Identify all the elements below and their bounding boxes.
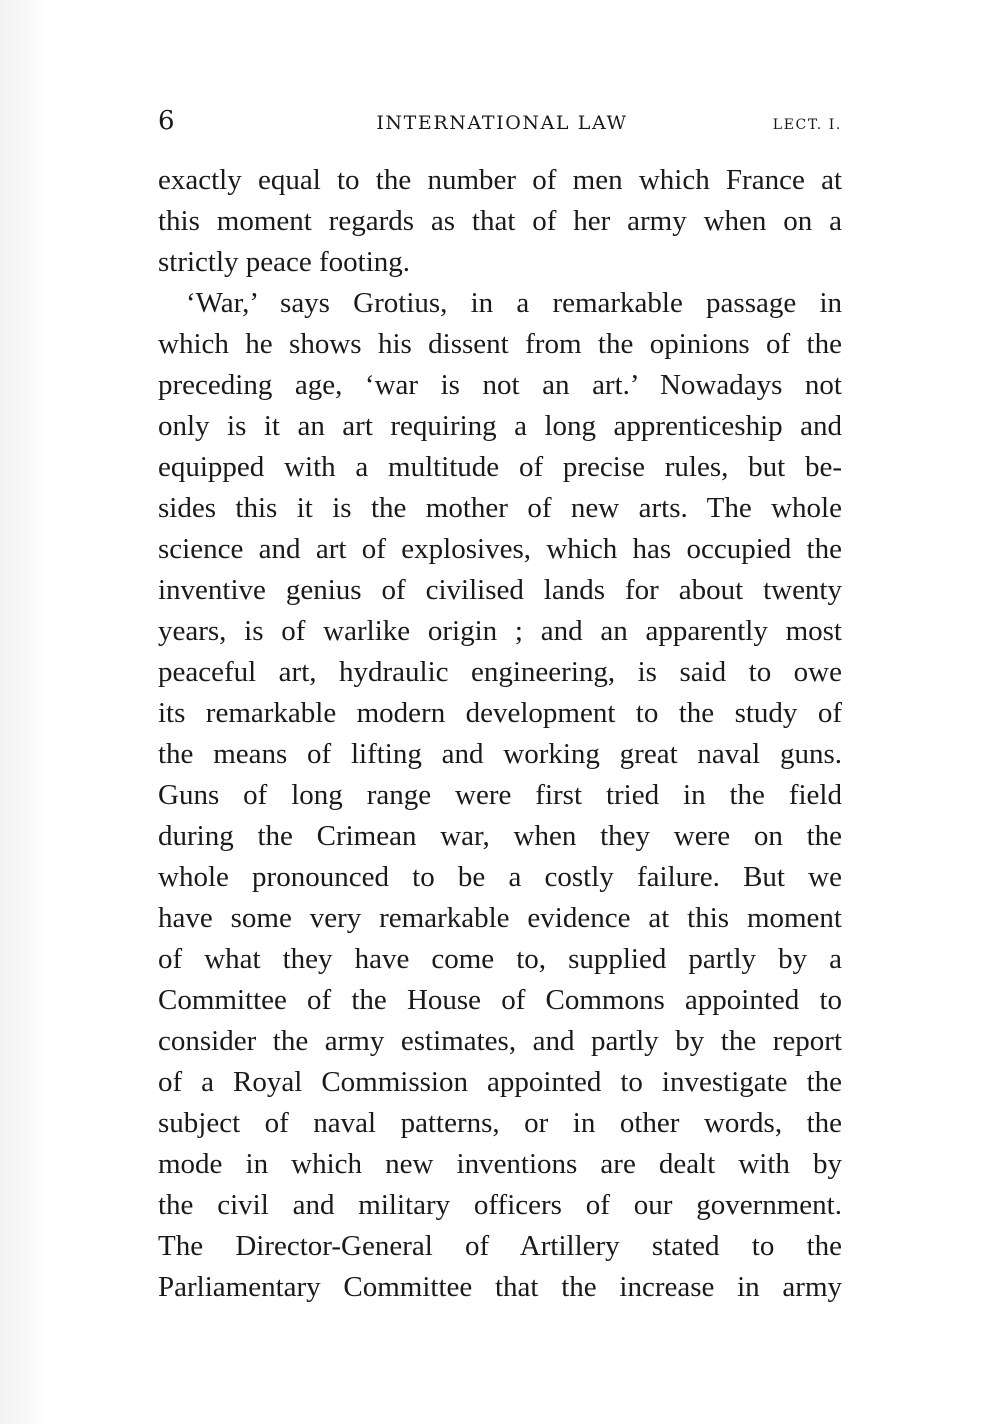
text-line: Parliamentary Committee that the increase in army [158, 1271, 842, 1303]
lecture-reference: LECT. I. [772, 117, 842, 133]
text-line: only is it an art requiring a long apprenticeship and [158, 410, 842, 442]
text-line: its remarkable modern development to the study of [158, 697, 842, 729]
page-number: 6 [158, 106, 175, 136]
running-title: INTERNATIONAL LAW [376, 112, 628, 134]
page-gutter-shadow [0, 0, 46, 1424]
text-line: preceding age, ‘war is not an art.’ Nowadays not [158, 369, 842, 401]
text-line: ‘War,’ says Grotius, in a remarkable passage in [186, 287, 842, 319]
text-line: of what they have come to, supplied partly by a [158, 943, 842, 975]
paragraph-2 [158, 283, 842, 1308]
text-line: have some very remarkable evidence at this moment [158, 902, 842, 934]
text-line: whole pronounced to be a costly failure. But we [158, 861, 842, 893]
text-line: exactly equal to the number of men which France at [158, 164, 842, 196]
text-line: science and art of explosives, which has occupied the [158, 533, 842, 565]
text-line: Committee of the House of Commons appointed to [158, 984, 842, 1016]
text-line: mode in which new inventions are dealt with by [158, 1148, 842, 1180]
text-line: consider the army estimates, and partly by the report [158, 1025, 842, 1057]
text-line: strictly peace footing. [158, 246, 411, 278]
text-line: peaceful art, hydraulic engineering, is said to owe [158, 656, 842, 688]
text-line: the means of lifting and working great naval guns. [158, 738, 842, 770]
paragraph-1 [158, 160, 842, 283]
text-line: years, is of warlike origin ; and an apparently most [158, 615, 842, 647]
body-text [158, 160, 842, 1308]
running-header [158, 104, 846, 140]
text-line: sides this it is the mother of new arts. The whole [158, 492, 842, 524]
text-line: equipped with a multitude of precise rules, but be- [158, 451, 842, 483]
text-line: Guns of long range were first tried in the field [158, 779, 842, 811]
text-line: the civil and military officers of our government. [158, 1189, 842, 1221]
text-line: this moment regards as that of her army when on a [158, 205, 842, 237]
text-line: The Director-General of Artillery stated to the [158, 1230, 842, 1262]
text-line: inventive genius of civilised lands for about twenty [158, 574, 842, 606]
text-line: during the Crimean war, when they were on the [158, 820, 842, 852]
text-line: subject of naval patterns, or in other words, the [158, 1107, 842, 1139]
text-line: of a Royal Commission appointed to investigate the [158, 1066, 842, 1098]
text-line: which he shows his dissent from the opinions of the [158, 328, 842, 360]
